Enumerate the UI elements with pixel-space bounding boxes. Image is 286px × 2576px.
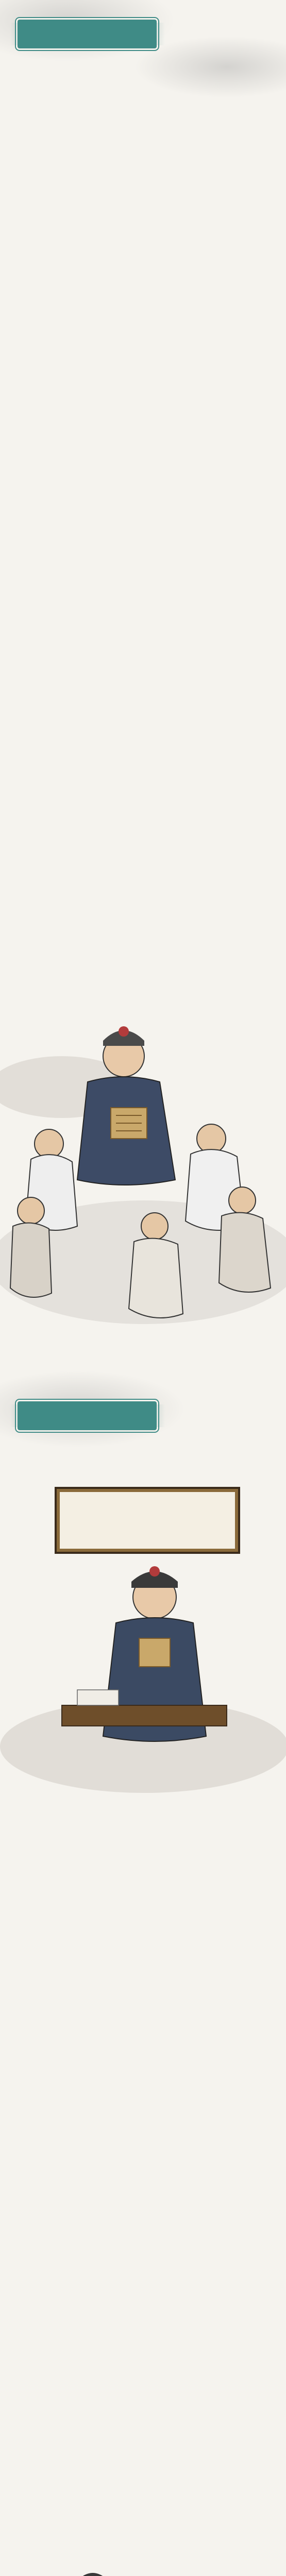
banner-brush-stroke (10, 1404, 165, 1427)
banner-brush-stroke (10, 23, 165, 45)
soldiers-illustration (0, 2550, 286, 2576)
section-banner-2 (18, 1401, 157, 1430)
official-receiving-petitioners-illustration (0, 984, 286, 1345)
section-banner-1 (18, 20, 157, 48)
hanging-plaque (57, 1489, 238, 1552)
ink-wash-decoration (134, 36, 286, 98)
seated-official-figure (0, 1551, 286, 1793)
official-with-plaque-illustration (0, 1473, 286, 1793)
